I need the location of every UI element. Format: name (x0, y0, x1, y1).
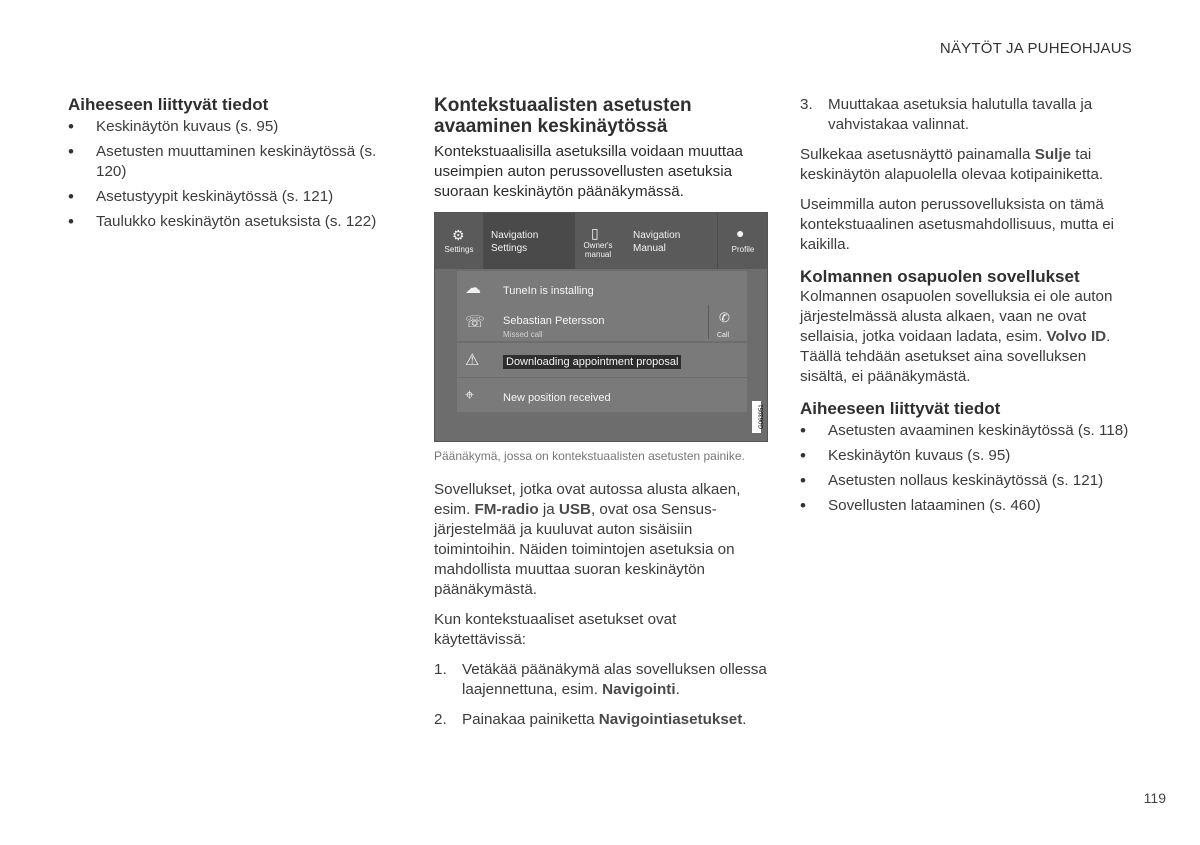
steps-list (800, 95, 1135, 135)
figure-caption: Päänäkymä, jossa on kontekstuaalisten asetusten painike. (434, 449, 745, 463)
lead-paragraph: Kontekstuaalisilla asetuksilla voidaan muuttaa useimpien auton perussovellusten asetuksia suoraan keskinäytön päänäkymässä. (434, 143, 743, 200)
notification-title: New position received (503, 392, 611, 404)
list-item: • Asetustyypit keskinäytössä (s. 121) (68, 187, 398, 207)
notification-row[interactable] (457, 271, 747, 305)
list-item: • Taulukko keskinäytön asetuksista (s. 122) (68, 212, 398, 232)
page-number: 119 (1143, 790, 1166, 806)
steps-list (434, 660, 770, 730)
tab-owners-manual[interactable] (575, 213, 621, 269)
list-item: • Asetusten avaaminen keskinäytössä (s. 118) (800, 421, 1135, 441)
list-item: • Asetusten muuttaminen keskinäytössä (s. 120) (68, 142, 398, 182)
related-info-list (68, 117, 398, 232)
phone-icon: ✆ (719, 310, 730, 325)
keyword: Navigointi (602, 681, 676, 698)
keyword: Navigointiasetukset (598, 711, 743, 728)
notification-title: Downloading appointment proposal (503, 355, 681, 369)
notification-subtitle: Missed call (503, 330, 543, 339)
center-display-figure (434, 212, 768, 442)
notification-row[interactable] (457, 343, 747, 377)
column-left (68, 95, 398, 237)
list-item: • Asetusten nollaus keskinäytössä (s. 121) (800, 471, 1135, 491)
list-item: • Sovellusten lataaminen (s. 460) (800, 496, 1135, 516)
step-item: 3. Muuttakaa asetuksia halutulla tavalla ja vahvistakaa valinnat. (800, 96, 1093, 133)
related-info-list (800, 421, 1135, 516)
list-item: • Keskinäytön kuvaus (s. 95) (800, 446, 1135, 466)
tab-settings[interactable] (435, 213, 483, 269)
paragraph: Sulkekaa asetusnäyttö painamalla Sulje tai keskinäytön alapuolella olevaa kotipainiketta. (800, 146, 1104, 183)
notification-row[interactable] (457, 305, 747, 341)
list-item: • Keskinäytön kuvaus (s. 95) (68, 117, 398, 137)
tab-label: Settings (444, 245, 474, 254)
column-right (800, 95, 1135, 521)
book-icon: ▯ (591, 225, 599, 241)
related-info-heading: Aiheeseen liittyvät tiedot (68, 95, 269, 114)
third-party-heading: Kolmannen osapuolen sovellukset (800, 267, 1080, 286)
notification-title: TuneIn is installing (503, 285, 594, 297)
notification-row[interactable] (457, 378, 747, 412)
paragraph: Useimmilla auton perussovelluksista on tämä kontekstuaalinen asetusmahdollisuus, mutta ei kaikilla. (800, 196, 1115, 253)
figure-code: G063951 (752, 401, 761, 433)
tab-label: Owner's manual (583, 241, 613, 259)
warning-icon: ⚠ (465, 352, 480, 369)
tab-navigation-manual[interactable] (621, 213, 717, 269)
gear-icon: ⚙ (452, 227, 465, 243)
keyword: FM-radio (474, 501, 539, 518)
running-header: NÄYTÖT JA PUHEOHJAUS (939, 40, 1132, 57)
crosshair-icon: ⌖ (465, 387, 475, 404)
cloud-download-icon: ☁ (465, 280, 481, 297)
tab-label: Navigation Manual (633, 230, 681, 254)
tab-profile[interactable] (717, 213, 768, 269)
screen-top-bar (435, 213, 767, 269)
keyword: Volvo ID (1046, 328, 1107, 345)
paragraph: Kun kontekstuaaliset asetukset ovat käytettävissä: (434, 611, 677, 648)
column-middle (434, 95, 770, 740)
paragraph: Sovellukset, jotka ovat autossa alusta alkaen, esim. FM-radio ja USB, ovat osa Sensus-järjestelmää ja kuuluvat auton sisäisiin toimintoihin. Näiden toimintojen asetuksia on mahdollista muuttaa suoran keskinäytön päänäkymästä. (434, 481, 741, 598)
tab-navigation-settings[interactable] (483, 213, 575, 269)
section-heading: Kontekstuaalisten asetusten avaaminen keskinäytössä (434, 95, 692, 137)
keyword: Sulje (1034, 146, 1072, 163)
call-button[interactable] (708, 305, 743, 339)
call-label: Call (717, 332, 730, 339)
tab-label: Navigation Settings (491, 230, 539, 254)
related-info-heading: Aiheeseen liittyvät tiedot (800, 399, 1001, 418)
missed-call-icon: ☏ (465, 314, 486, 331)
notification-title: Sebastian Petersson (503, 315, 605, 327)
step-item: 1. Vetäkää päänäkymä alas sovelluksen ollessa laajennettuna, esim. Navigointi. (434, 661, 767, 698)
paragraph: Kolmannen osapuolen sovelluksia ei ole auton järjestelmässä alusta alkaen, vaan ne ovat sellaisia, jotka voidaan ladata, esim. Volvo ID. Täällä tehdään asetukset aina sovelluksen sisältä, ei päänäkymästä. (800, 288, 1113, 385)
keyword: USB (558, 501, 591, 518)
step-item: 2. Painakaa painiketta Navigointiasetukset. (434, 711, 747, 728)
tab-label: Profile (731, 245, 755, 254)
person-icon: ● (736, 225, 745, 241)
